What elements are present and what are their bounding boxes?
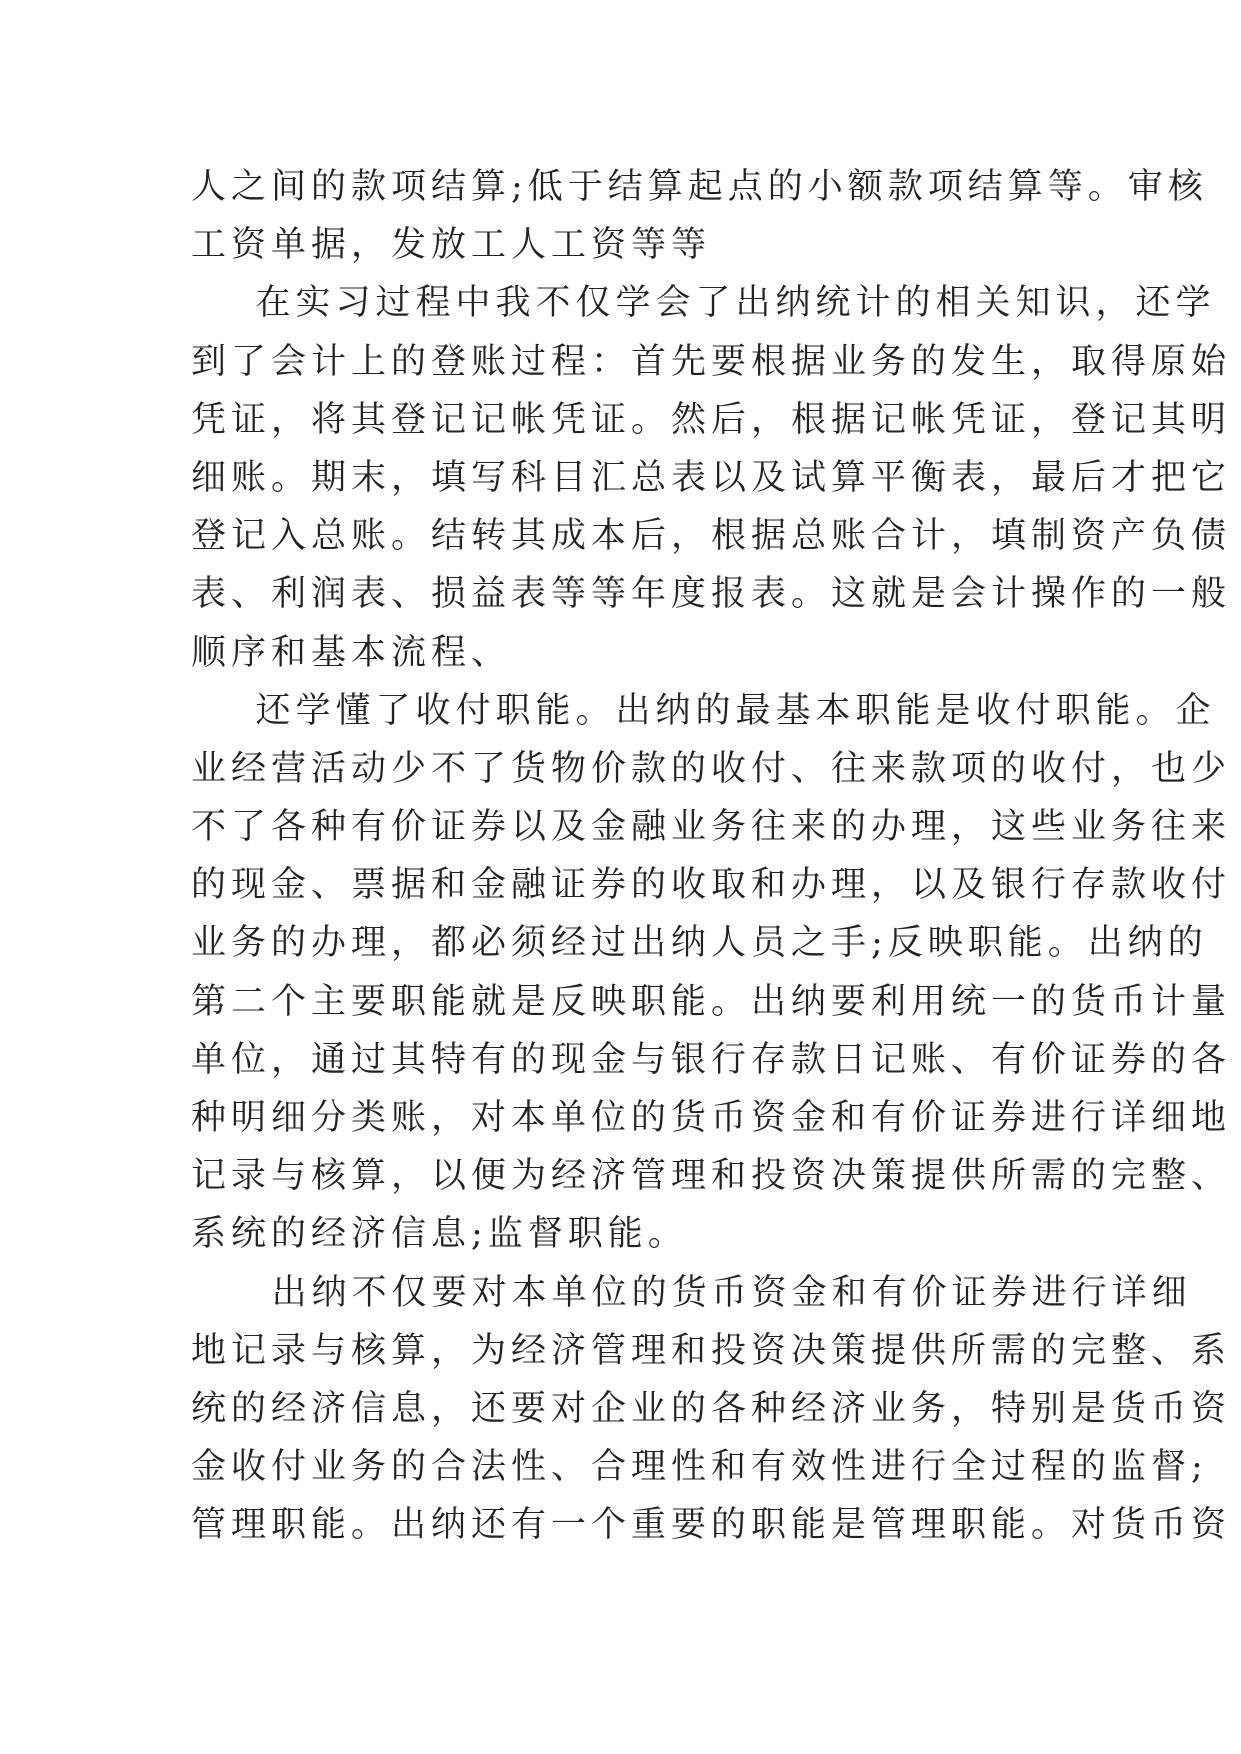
text-line: 到了会计上的登账过程：首先要根据业务的发生，取得原始 [191,341,1232,382]
text-line: 的现金、票据和金融证券的收取和办理，以及银行存款收付 [191,865,1232,906]
text-line: 统的经济信息，还要对企业的各种经济业务，特别是货币资 [191,1388,1232,1429]
text-line: 顺序和基本流程、 [191,632,512,673]
text-line: 单位，通过其特有的现金与银行存款日记账、有价证券的各 [191,1039,1232,1080]
text-line: 业经营活动少不了货物价款的收付、往来款项的收付，也少 [191,748,1232,789]
text-line: 在实习过程中我不仅学会了出纳统计的相关知识，还学 [191,283,1216,324]
text-line: 业务的办理，都必须经过出纳人员之手;反映职能。出纳的 [191,923,1208,964]
text-line: 管理职能。出纳还有一个重要的职能是管理职能。对货币资 [191,1505,1232,1546]
text-line: 表、利润表、损益表等等年度报表。这就是会计操作的一般 [191,574,1232,615]
text-line: 第二个主要职能就是反映职能。出纳要利用统一的货币计量 [191,981,1232,1022]
text-line: 记录与核算，以便为经济管理和投资决策提供所需的完整、 [191,1156,1232,1197]
text-line: 工资单据，发放工人工资等等 [191,225,712,266]
text-line: 种明细分类账，对本单位的货币资金和有价证券进行详细地 [191,1098,1232,1138]
text-line: 地记录与核算，为经济管理和投资决策提供所需的完整、系 [191,1330,1232,1371]
text-line: 人之间的款项结算;低于结算起点的小额款项结算等。审核 [191,167,1208,207]
text-line: 出纳不仅要对本单位的货币资金和有价证券进行详细 [191,1272,1192,1313]
body-text [191,158,1232,1555]
text-line: 细账。期末，填写科目汇总表以及试算平衡表，最后才把它 [191,457,1232,498]
text-line: 不了各种有价证券以及金融业务往来的办理，这些业务往来 [191,807,1232,848]
text-line: 系统的经济信息;监督职能。 [191,1214,688,1255]
text-line: 凭证，将其登记记帐凭证。然后，根据记帐凭证，登记其明 [191,399,1232,440]
text-line: 登记入总账。结转其成本后，根据总账合计，填制资产负债 [191,516,1232,557]
text-line: 金收付业务的合法性、合理性和有效性进行全过程的监督; [191,1447,1208,1488]
text-line: 还学懂了收付职能。出纳的最基本职能是收付职能。企 [191,690,1216,731]
